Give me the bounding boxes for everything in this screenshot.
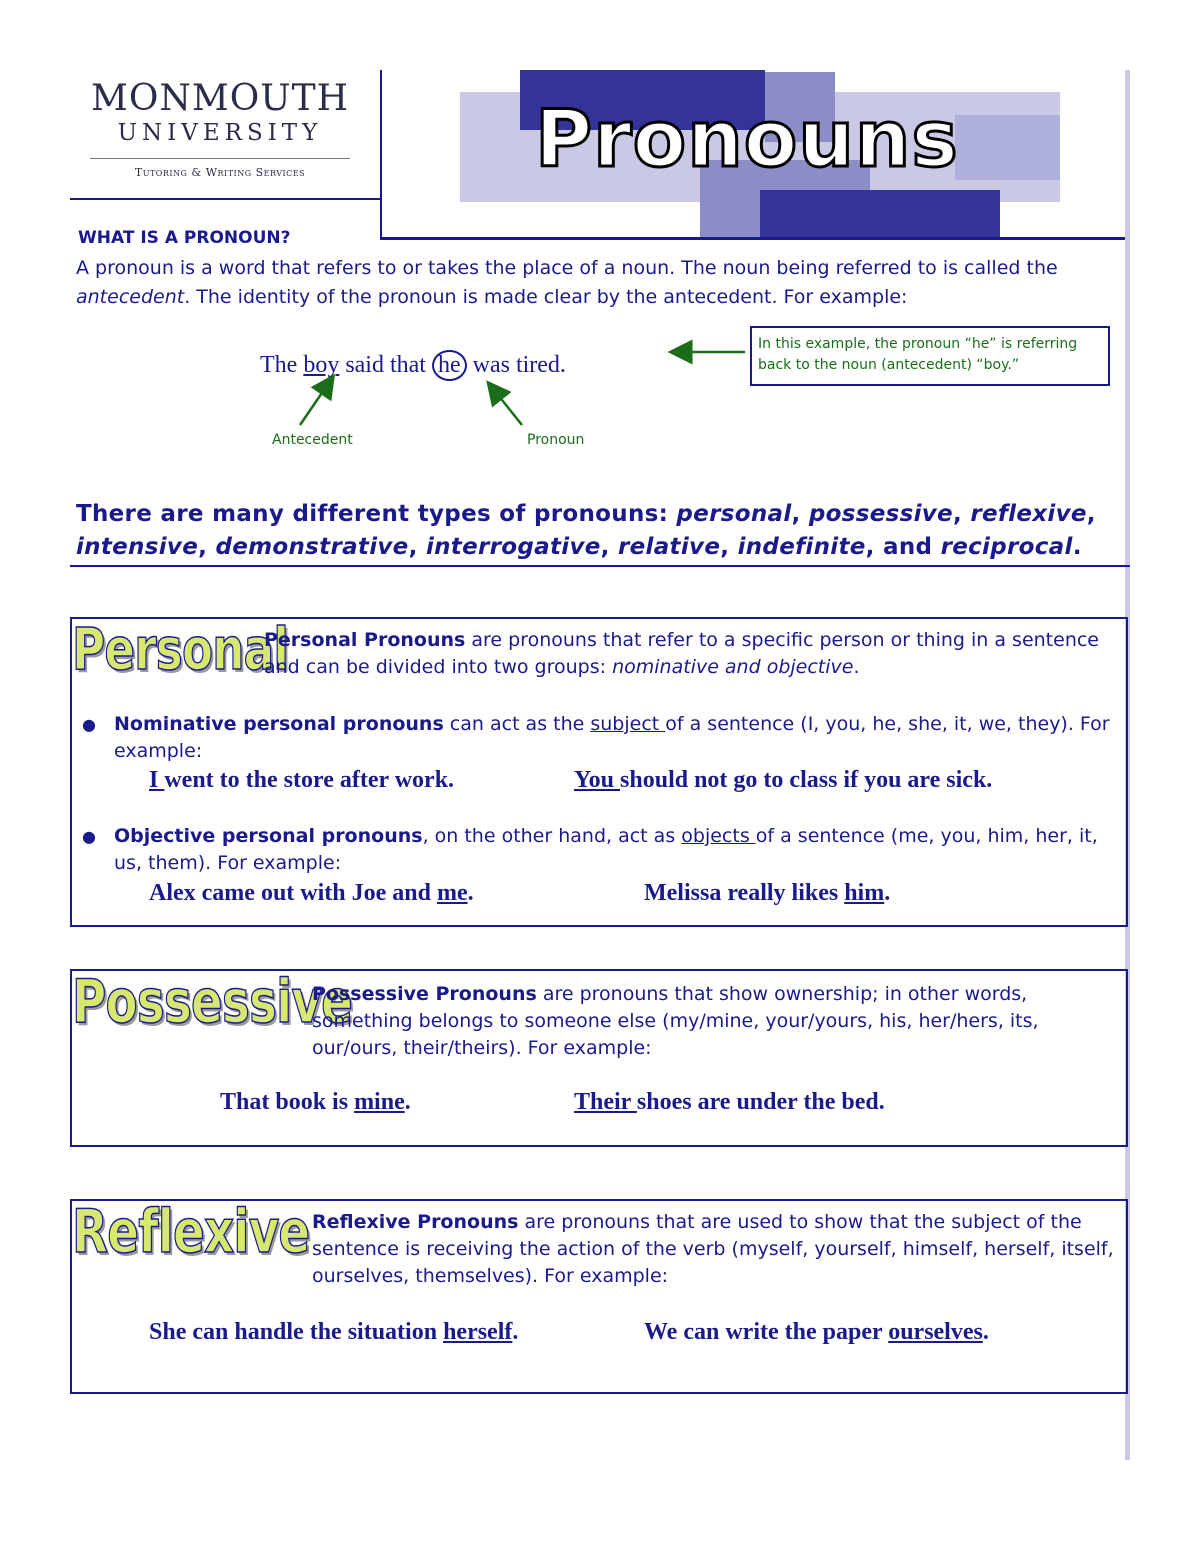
types-divider: [70, 565, 1130, 567]
logo-sub-text: UNIVERSITY: [117, 120, 323, 146]
example-note: In this example, the pronoun “he” is referring back to the noun (antecedent) “boy.”: [750, 326, 1110, 386]
possessive-definition: Possessive Pronouns are pronouns that show ownership; in other words, something belongs to someone else (my/mine, your/yours, his, her/hers, its, our/ours, their/theirs). For example:: [312, 983, 1039, 1059]
arrow-to-antecedent: [300, 384, 328, 425]
pronoun-word-circled: he: [432, 350, 467, 381]
nominative-example-1: I went to the store after work.: [149, 767, 455, 793]
objective-example-2: Melissa really likes him.: [644, 880, 891, 906]
personal-heading: Personal: [72, 615, 289, 683]
objective-example-1: Alex came out with Joe and me.: [149, 880, 474, 906]
nominative-example-2: You should not go to class if you are sick.: [574, 767, 993, 793]
pronoun-types: There are many different types of pronouns: personal, possessive, reflexive, intensive, demonstrative, interrogative, relative, indefinite, and reciprocal.: [76, 501, 1096, 560]
possessive-heading: Possessive: [72, 967, 353, 1037]
reflexive-definition: Reflexive Pronouns are pronouns that are used to show that the subject of the sentence is receiving the action of the verb (myself, yourself, himself, herself, itself, ourselves, themselves). For example:: [312, 1211, 1114, 1287]
example-sentence: The boy said that he was tired.: [260, 350, 566, 381]
example-arrows: [0, 0, 1200, 470]
antecedent-word: boy: [303, 352, 340, 378]
arrow-to-pronoun: [494, 390, 522, 425]
personal-definition: Personal Pronouns are pronouns that refer to a specific person or thing in a sentence and can be divided into two groups: nominative and objective.: [264, 629, 1099, 678]
intro-paragraph: A pronoun is a word that refers to or takes the place of a noun. The noun being referred to is called the antecedent. The identity of the pronoun is made clear by the antecedent. For example:: [76, 257, 1058, 308]
objective-bullet: ● Objective personal pronouns, on the other hand, act as objects of a sentence (me, you, him, her, it, us, them). For example:: [82, 825, 1098, 874]
reflexive-example-1: She can handle the situation herself.: [149, 1319, 519, 1345]
possessive-example-1: That book is mine.: [220, 1089, 411, 1115]
nominative-bullet: ● Nominative personal pronouns can act as the subject of a sentence (I, you, he, she, it, we, they). For example:: [82, 713, 1110, 762]
antecedent-label: Antecedent: [272, 432, 353, 448]
possessive-section: [70, 969, 1128, 1147]
page-title: Pronouns: [535, 95, 959, 185]
logo-main-text: MONMOUTH: [91, 78, 349, 119]
pronoun-label: Pronoun: [527, 432, 585, 448]
logo-tagline: Tutoring & Writing Services: [134, 166, 306, 179]
reflexive-heading: Reflexive: [72, 1197, 310, 1267]
reflexive-example-2: We can write the paper ourselves.: [644, 1319, 989, 1345]
possessive-example-2: Their shoes are under the bed.: [574, 1089, 885, 1115]
intro-heading: WHAT IS A PRONOUN?: [78, 228, 291, 248]
personal-section: [70, 617, 1128, 927]
reflexive-section: [70, 1199, 1128, 1394]
